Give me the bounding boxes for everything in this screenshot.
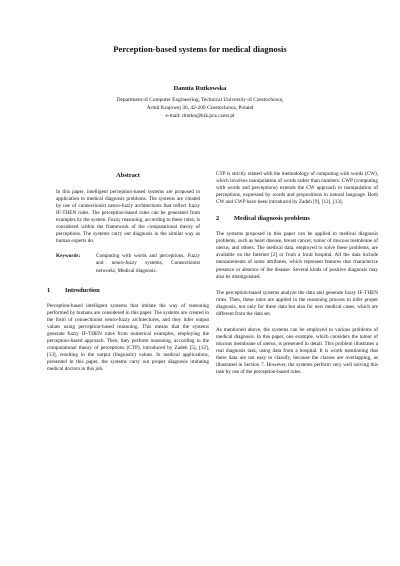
ctp-paragraph: CTP is strictly related with the methodology of computing with words (CW), which involves manipulation of words rather than numbers. CWP (computing with words and perceptions) extends the CW approach to manipulation of perceptions, expressed by words and propositions in natural language. Both CW and CWP have been introduced by Zadeh [9], [12], [13].: [216, 171, 378, 206]
left-column: [47, 172, 209, 373]
affiliation-department: Department of Computer Engineering, Technical University of Czestochowa,: [116, 97, 284, 103]
paper-title: Perception-based systems for medical diagnosis: [113, 44, 287, 54]
section-1-number: 1: [47, 286, 51, 294]
section-1-heading: [47, 287, 209, 294]
affiliation-email: e-mail: drutko@kik.pcz.czest.pl: [165, 113, 235, 119]
abstract-text: In this paper, intelligent perception-based systems are proposed in application to medical diagnosis problems. The systems are created by use of connectionist neuro-fuzzy architectures that reflect fuzzy IF-THEN rules. The perception-based rules can be generated from examples by the system. Fuzzy reasoning, according to these rules, is considered within the framework of the computational theory of perceptions. The systems carry out diagnosis in the similar way as human experts do.: [56, 189, 200, 245]
affiliation-address: Armii Krajowej 36, 42-200 Czestochowa, Poland: [146, 105, 254, 111]
section-2-number: 2: [216, 215, 220, 223]
abstract-heading: Abstract: [116, 172, 140, 179]
keywords-label: Keywords:: [56, 253, 81, 260]
keywords-block: [47, 253, 209, 274]
intro-paragraph: Perception-based intelligent systems that imitate the way of reasoning performed by humans are considered in this paper. The systems are created in the form of connectionist neuro-fuzzy architectures, and they infer output values using perception-based reasoning. This means that the systems generate fuzzy IF-THEN rules from numerical examples, employing the perception-based approach. Then, they perform reasoning, according to the computational theory of perceptions (CTP), introduced by Zadeh [5], [12], [13], resulting in the output (linguistic) values. In medical applications, presented in this paper, the systems carry out proper diagnosis imitating medical doctors in this job.: [47, 302, 209, 373]
author-name: Danuta Rutkowska: [173, 85, 227, 92]
section-2-title: Medical diagnosis problems: [234, 215, 310, 223]
keywords-text: Computing with words and perceptions, Fuzzy and neuro-fuzzy systems, Connectionist networks, Medical diagnosis.: [96, 253, 200, 274]
right-column: [216, 171, 378, 376]
medical-paragraph-3: As mentioned above, the systems can be employed to various problems of medical diagnosis. In this paper, one example, which considers the tumor of mucous membrane of uterus, is presented in detail. This problem illustrates a real diagnosis task, using data from a hospital. It is worth mentioning that these data are not easy to classify, because the classes are overlapping, as illustrated in Section 7. However, the systems perform very well solving this task by use of the perception-based rules.: [216, 326, 378, 376]
section-2-heading: [216, 215, 378, 222]
section-1-title: Introduction: [65, 286, 100, 294]
medical-paragraph-2: The perception-based systems analyze the data and generate fuzzy IF-THEN rules. Then, these rules are applied in the reasoning process to infer proper diagnosis, not only for these data but also for new medical cases, which are different from the data set.: [216, 289, 378, 317]
medical-paragraph-1: The systems proposed in this paper can be applied to medical diagnosis problems, such as heart disease, breast cancer, tumor of mucous membrane of uterus, and others. The medical data, employed to solve these problems, are available on the Internet [2] or from a local hospital. All the data include measurements of some attributes, which represent features that characterize presence or absence of the disease. Several kinds of positive diagnosis may also be distinguished.: [216, 231, 378, 280]
